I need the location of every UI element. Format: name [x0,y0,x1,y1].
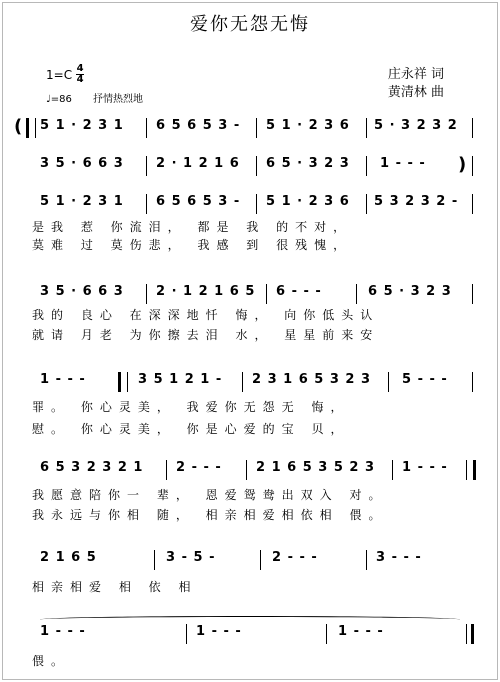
time-top: 4 [76,63,84,74]
lyric-line-4: 就请 月老 为你擦去泪 水， 星星前来安 [32,328,380,342]
barline [326,624,327,644]
barline [472,284,473,304]
barline [256,194,257,214]
barline [146,284,147,304]
measure-21: 6 5 3 2 3 2 1 [40,460,144,475]
barline [166,460,167,480]
repeat-start-barline [118,372,128,392]
measure-19: 2 3 1 6 5 3 2 3 [252,372,372,387]
barline [366,194,367,214]
expression-text: 抒情热烈地 [93,94,144,105]
measure-16: 6 5 · 3 2 3 [368,284,452,299]
measure-14: 2 · 1 2 1 6 5 [156,284,256,299]
lyricist-credit: 庄永祥 词 [387,67,444,82]
measure-10: 6 5 6 5 3 - [156,194,241,209]
barline [256,156,257,176]
score-row-5 [6,372,476,390]
key-text: 1=C [46,67,73,82]
barline [186,624,187,644]
measure-24: 1 - - - [402,460,448,475]
lyric-line-2: 莫难 过 莫伤悲， 我感 到 很残愧， [32,238,353,252]
measure-22: 2 - - - [176,460,222,475]
barline [472,194,473,214]
measure-20: 5 - - - [402,372,448,387]
final-barline [466,624,474,644]
credits [388,66,444,102]
barline [242,372,243,392]
score-row-1 [6,118,476,136]
measure-18: 3 5 1 2 1 - [138,372,223,387]
measure-13: 3 5 · 6 6 3 [40,284,124,299]
barline [472,156,473,176]
measure-11: 5 1 · 2 3 6 [266,194,350,209]
score-row-8 [6,624,476,642]
repeat-end-barline [466,460,476,480]
measure-29: 1 - - - [40,624,86,639]
measure-5: 3 5 · 6 6 3 [40,156,124,171]
score-row-7 [6,550,476,568]
tie-line [40,616,460,623]
tempo-value: ♩=86 [46,94,72,105]
song-title: 爱你无怨无悔 [190,14,310,35]
lyric-line-1: 是我 惹 你流泪， 都是 我 的不对， [32,220,353,234]
barline [266,284,267,304]
paren-close: ) [458,154,467,175]
measure-17: 1 - - - [40,372,86,387]
barline [392,460,393,480]
measure-3: 5 1 · 2 3 6 [266,118,350,133]
measure-6: 2 · 1 2 1 6 [156,156,240,171]
measure-7: 6 5 · 3 2 3 [266,156,350,171]
barline [388,372,389,392]
barline [256,118,257,138]
lyric-line-10: 偎。 [32,654,71,668]
measure-12: 5 3 2 3 2 - [374,194,459,209]
measure-30: 1 - - - [196,624,242,639]
barline [26,118,36,138]
barline [146,118,147,138]
score-row-2 [6,156,476,174]
lyric-line-6: 慰。 你心灵美， 你是心爱的宝 贝， [32,422,350,436]
barline [154,550,155,570]
measure-31: 1 - - - [338,624,384,639]
composer-credit: 黄清林 曲 [387,85,444,100]
score-row-4 [6,284,476,302]
score-row-3 [6,194,476,212]
barline [146,194,147,214]
barline [260,550,261,570]
lyric-line-7: 我愿意陪你一 辈， 恩爱鸳鸯出双入 对。 [32,488,388,502]
barline [356,284,357,304]
measure-28: 3 - - - [376,550,422,565]
measure-9: 5 1 · 2 3 1 [40,194,124,209]
key-signature [46,64,84,85]
barline [146,156,147,176]
lyric-line-9: 相亲相爱 相 依 相 [32,580,198,594]
measure-15: 6 - - - [276,284,322,299]
barline [472,118,473,138]
measure-27: 2 - - - [272,550,318,565]
measure-25: 2 1 6 5 [40,550,97,565]
measure-4: 5 · 3 2 3 2 [374,118,458,133]
measure-2: 6 5 6 5 3 - [156,118,241,133]
measure-1: 5 1 · 2 3 1 [40,118,124,133]
time-bottom: 4 [76,74,84,85]
barline [366,550,367,570]
barline [366,118,367,138]
lyric-line-5: 罪。 你心灵美， 我爱你无怨无 悔， [32,400,350,414]
time-signature [76,64,84,85]
lyric-line-3: 我的 良心 在深深地忏 悔， 向你低头认 [32,308,380,322]
measure-8: 1 - - - [380,156,426,171]
lyric-line-8: 我永远与你相 随， 相亲相爱相依相 偎。 [32,508,388,522]
measure-26: 3 - 5 - [166,550,216,565]
tempo-marking [46,90,161,105]
paren-open: ( [14,116,23,137]
score-row-6 [6,460,476,478]
barline [246,460,247,480]
barline [366,156,367,176]
measure-23: 2 1 6 5 3 5 2 3 [256,460,376,475]
barline [472,372,473,392]
